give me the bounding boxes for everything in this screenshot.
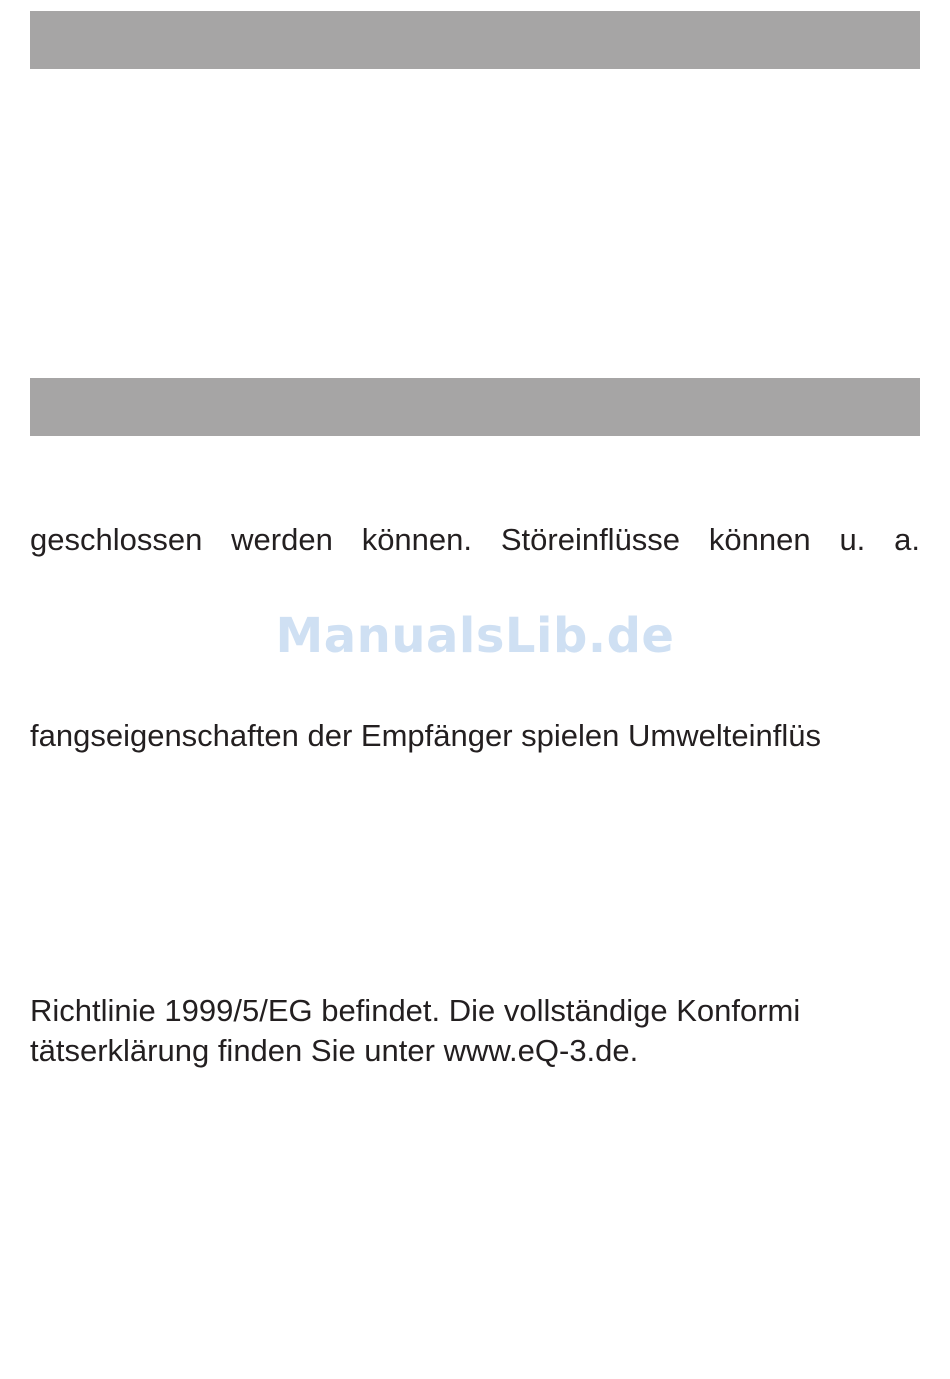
body-text-line: Richtlinie 1999/5/EG befindet. Die vollständige Konformi	[30, 993, 801, 1028]
section-header-bar	[30, 378, 920, 436]
body-text-line: fangseigenschaften der Empfänger spielen Umwelteinflüs	[30, 718, 821, 753]
body-text-line: geschlossen werden können. Störeinflüsse können u. a.	[30, 522, 920, 557]
body-text-line: tätserklärung finden Sie unter www.eQ-3.de.	[30, 1033, 639, 1068]
watermark-logo: ManualsLib.de	[275, 608, 675, 664]
section-header-bar	[30, 11, 920, 69]
